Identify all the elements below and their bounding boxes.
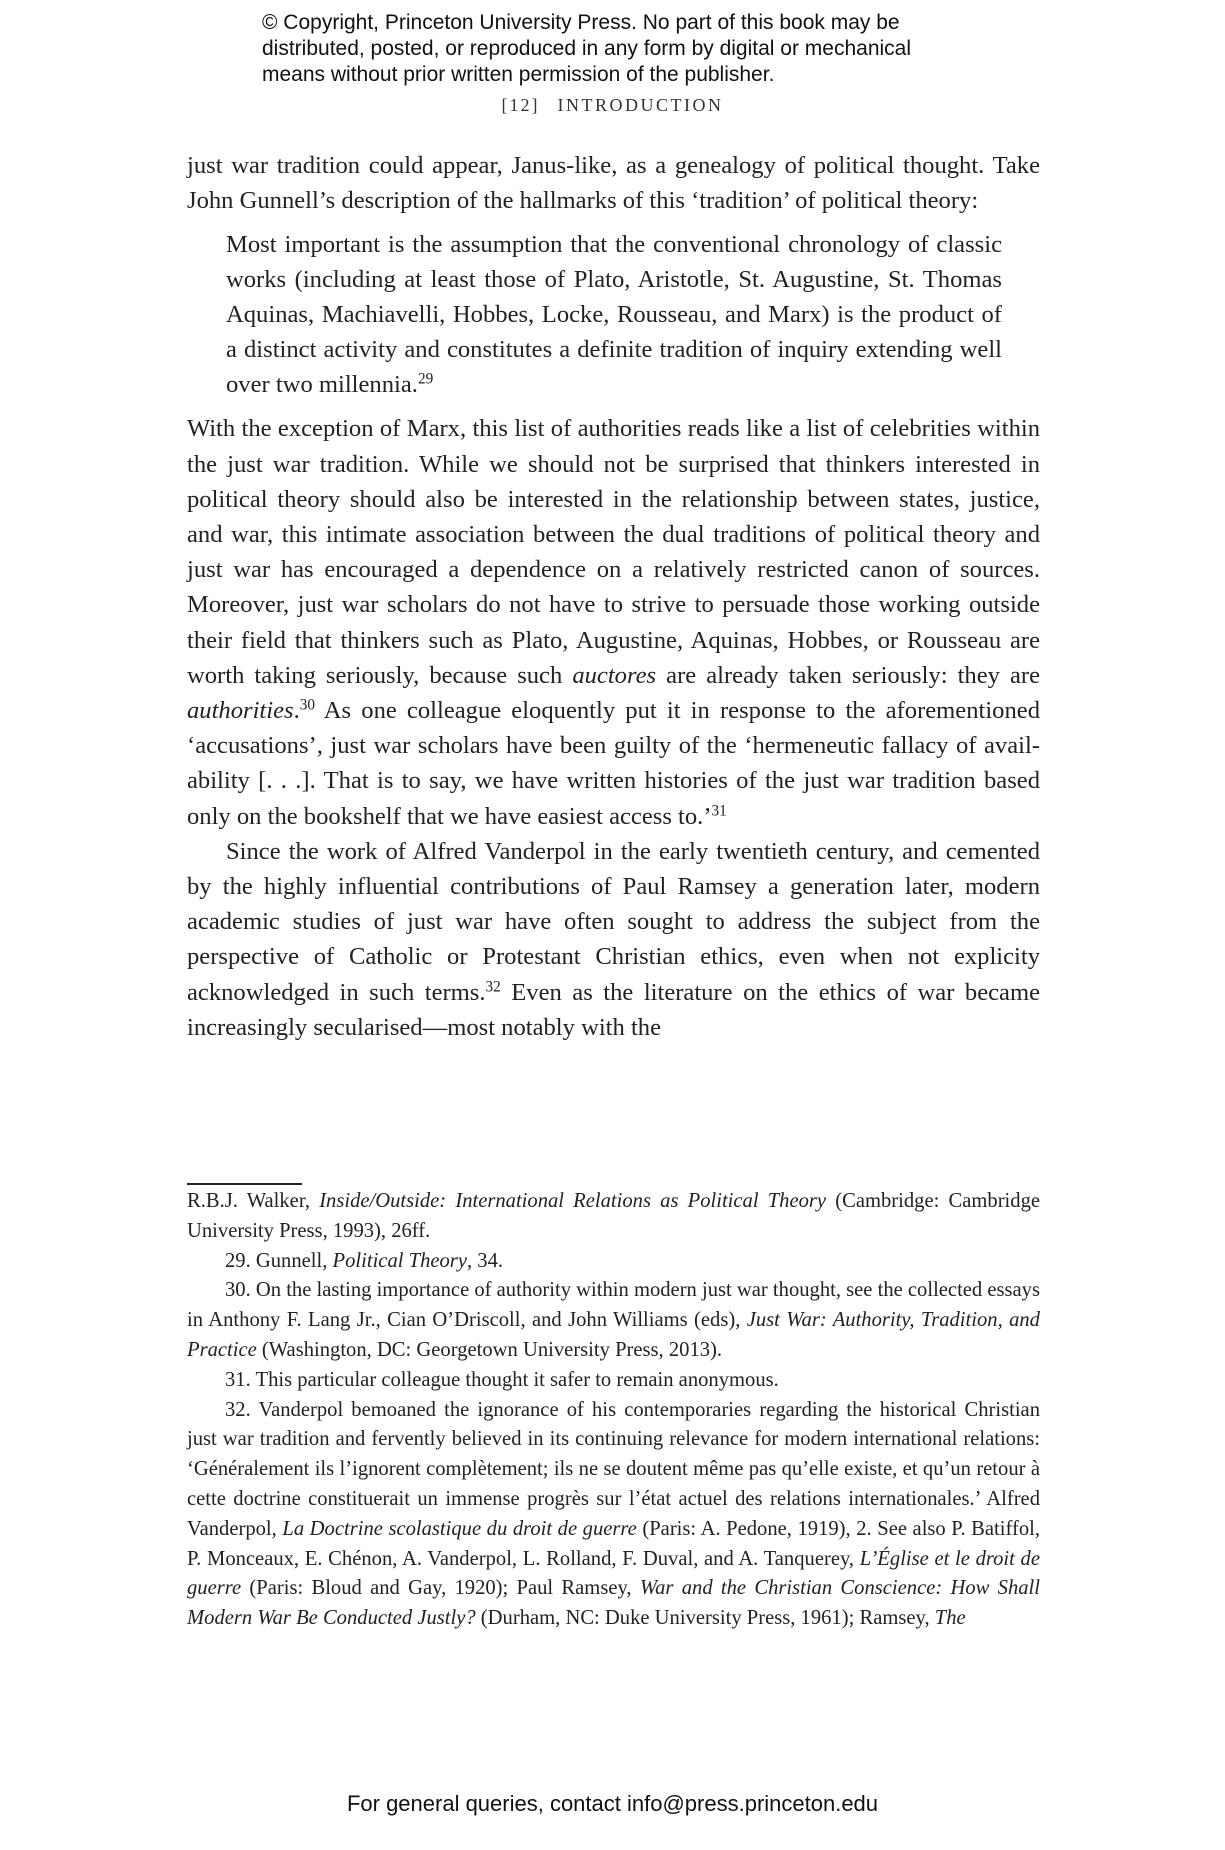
italic-run: Political Theory — [332, 1249, 467, 1272]
italic-run: Inside/Outside: International Relations as Political Theory — [319, 1190, 827, 1212]
text-run: R.B.J. Walker, — [187, 1190, 320, 1212]
italic-run: auctores — [572, 661, 657, 689]
text-run: 30. On the lasting importance of authority within modern just war thought, see the collected essays in Anthony F. Lang Jr., Cian O’Driscoll, and John Williams (eds), — [187, 1279, 1040, 1332]
italic-run: L’Église et le droit de guerre — [187, 1547, 1040, 1600]
text-run: 32. Vanderpol bemoaned the ignorance of his contemporaries regarding the historical Christian just war tradition and fervently believed in its continuing relevance for modern international relations: ‘Généralement ils l’ignorent complètement; ils ne se doutent même pas qu’elle existe, et qu’un retour à cette doctrine constituerait un immense progrès sur l’état actuel des relations internationales.’ Alfred Vanderpol, — [187, 1398, 1040, 1540]
text-run: Since the work of Alfred Vanderpol in the early twentieth century, and cemented by the highly influential contributions of Paul Ramsey a generation later, modern academic studies of just war have often sought to address the subject from the perspective of Catholic or Protestant Christian ethics, even when not explicity acknowledged in such terms. — [187, 837, 1040, 1006]
text-run: Even as the literature on the ethics of war became increasingly secularised—most notably with the — [187, 978, 1040, 1041]
footnote — [187, 1396, 1040, 1634]
footnote-divider — [187, 1183, 302, 1185]
italic-run: authorities — [187, 697, 294, 725]
italic-run: La Doctrine scolastique du droit de guerre — [282, 1517, 637, 1540]
footnote — [187, 1276, 1040, 1365]
footnotes — [187, 1187, 1040, 1634]
page-number: [12] — [501, 95, 540, 115]
text-run: (Paris: Bloud and Gay, 1920); Paul Ramsey, — [241, 1577, 640, 1600]
copyright-line: means without prior written permission of the publisher. — [262, 63, 775, 86]
text-run: are already taken seriously: they are — [656, 661, 1040, 689]
quote-text: Most important is the assumption that the conventional chronology of classic works (including at least those of Plato, Aristotle, St. Augustine, St. Thomas Aquinas, Machiavelli, Hobbes, Locke, Rousseau, and Marx) is the product of a distinct activity and constitutes a definite tradition of inquiry extending well over two millennia. — [226, 231, 1002, 399]
italic-run: The — [934, 1607, 966, 1630]
text-run: . — [293, 697, 300, 725]
paragraph — [187, 411, 1040, 833]
copyright-line: © Copyright, Princeton University Press. No part of this book may be — [262, 11, 900, 34]
footnote-ref[interactable]: 31 — [711, 802, 727, 820]
main-text — [187, 148, 1040, 1045]
running-head — [0, 95, 1225, 116]
text-run: 29. Gunnell, — [225, 1249, 333, 1272]
paragraph — [187, 834, 1040, 1045]
italic-run: War and the Christian Conscience: How Shall Modern War Be Conducted Justly? — [187, 1577, 1041, 1630]
chapter-title: INTRODUCTION — [557, 95, 724, 115]
block-quote — [226, 227, 1002, 402]
footnote — [187, 1247, 1040, 1277]
footnote — [187, 1187, 1040, 1247]
text-run: (Paris: A. Pedone, 1919), 2. See also P. Batiffol, P. Monceaux, E. Chénon, A. Vanderpol, L. Rolland, F. Duval, and A. Tanquerey, — [187, 1517, 1040, 1570]
italic-run: Just War: Authority, Tradition, and Practice — [187, 1309, 1040, 1361]
footnote: 31. This particular colleague thought it safer to remain anonymous. — [225, 1368, 779, 1391]
text-run: , 34. — [466, 1249, 504, 1272]
contact-footer — [0, 1791, 1225, 1817]
footer-text: For general queries, contact info@press.princeton.edu — [346, 1791, 879, 1816]
footnote-ref[interactable]: 30 — [299, 696, 315, 714]
text-run: (Washington, DC: Georgetown University Press, 2013). — [256, 1338, 723, 1361]
paragraph: just war tradition could appear, Janus-like, as a genealogy of political thought. Take John Gunnell’s description of the hallmarks of this ‘tradition’ of political theory: — [187, 152, 1040, 215]
text-run: With the exception of Marx, this list of authorities reads like a list of celebrities within the just war tradition. While we should not be surprised that thinkers interested in political theory should also be interested in the relationship between states, justice, and war, this intimate association between the dual traditions of political theory and just war has encouraged a dependence on a relatively restricted canon of sources. Moreover, just war scholars do not have to strive to persuade those working outside their field that thinkers such as Plato, Augustine, Aquinas, Hobbes, or Rousseau are worth taking seriously, because such — [187, 415, 1040, 689]
text-run: (Durham, NC: Duke University Press, 1961); Ramsey, — [475, 1607, 935, 1630]
footnote-ref[interactable]: 29 — [417, 371, 434, 389]
copyright-line: distributed, posted, or reproduced in any form by digital or mechanical — [262, 37, 912, 60]
text-run: (Cambridge: Cambridge University Press, 1993), 26ff. — [187, 1190, 1041, 1242]
copyright-notice — [262, 10, 962, 88]
footnote-ref[interactable]: 32 — [485, 978, 501, 996]
text-run: As one colleague eloquently put it in response to the aforementioned ‘accusations’, just war scholars have been guilty of the ‘hermeneutic fallacy of availability [. . .]. That is to say, we have written histories of the just war tradition based only on the bookshelf that we have easiest access to.’ — [187, 697, 1040, 830]
